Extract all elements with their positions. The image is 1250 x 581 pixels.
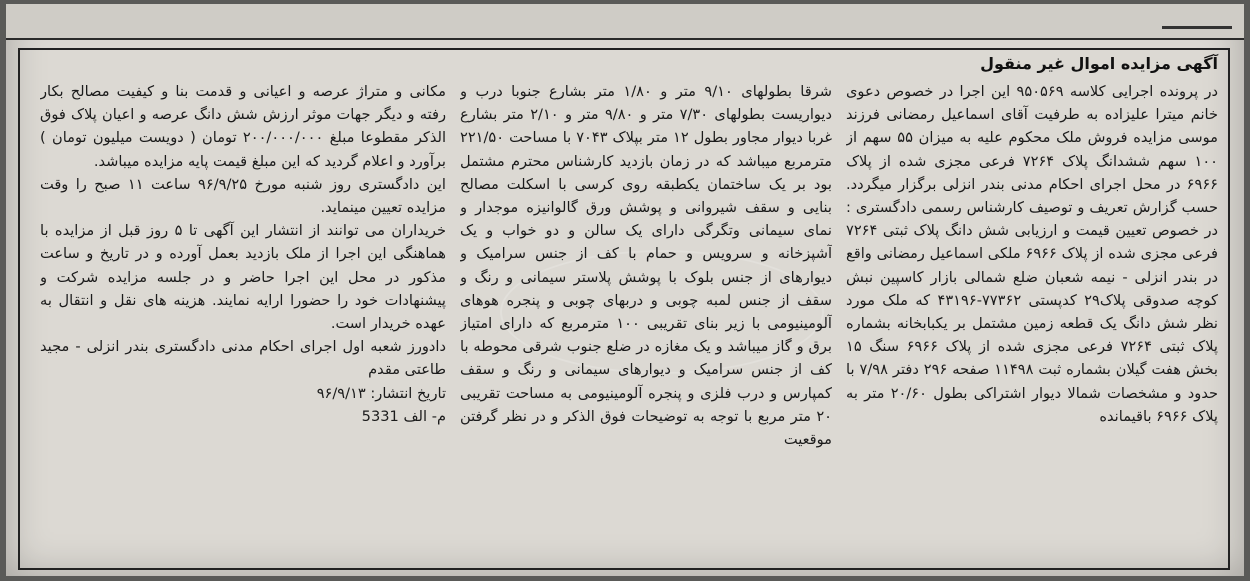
section-mark [1162,10,1232,29]
page-header-strip [6,4,1244,40]
notice-column-left [40,80,446,566]
newspaper-clipping [6,4,1244,576]
buyers-paragraph: خریداران می توانند از انتشار این آگهی تا ۵ روز قبل از مزایده با هماهنگی این اجرا از ملک بازدید بعمل آورده و در تاریخ و ساعت مذکور در محل این اجرا حاضر و در جلسه مزایده شرکت و پیشنهادات خود را حضورا ارایه نمایند. هزینه های نقل و انتقال به عهده خریدار است. [40,222,446,333]
signature-line: دادورز شعبه اول اجرای احکام مدنی دادگستری بندر انزلی - مجید طاعتی مقدم [40,338,446,379]
notice-title: آگهی مزایده اموال غیر منقول [980,54,1218,73]
reference-code: م- الف 5331 [361,407,446,425]
notice-paragraph-2: شرقا بطولهای ۹/۱۰ متر و ۱/۸۰ متر بشارع جنوبا درب و دیواریست بطولهای ۷/۳۰ متر و ۹/۸۰ متر و ۲/۱۰ متر بشارع غربا دیوار مجاور بطول ۱۲ متر بپلاک ۷۰۴۳ با مساحت ۲۲۱/۵۰ مترمربع میباشد که در زمان بازدید کارشناس محترم مشتمل بود بر یک ساختمان یکطبقه روی کرسی با اسکلت مصالح بنایی و سقف شیروانی و پوشش ورق گالوانیزه موجدار و نمای سیمانی وتگرگی دارای یک سالن و دو خواب و یک آشپزخانه و سرویس و حمام با کف از جنس سرامیک و دیوارهای از جنس بلوک با پوشش پلاستر سیمانی و رنگ و سقف از جنس لمبه چوبی و دربهای چوبی و پنجره هوهای آلومینیومی با زیر بنای تقریبی ۱۰۰ مترمربع که دارای امتیاز برق و گاز میباشد و یک مغازه در ضلع جنوب شرقی محوطه با کف از جنس سرامیک و دیوارهای سیمانی و رنگ و سقف کمپارس و درب فلزی و پنجره آلومینیومی به مساحت تقریبی ۲۰ متر مربع با توجه به توضیحات فوق الذکر و در نظر گرفتن موقعیت [460,83,832,449]
notice-column-middle [460,80,832,566]
notice-column-right [846,80,1218,566]
notice-paragraph-1: در پرونده اجرایی کلاسه ۹۵۰۵۶۹ این اجرا در خصوص دعوی خانم میترا علیزاده به طرفیت آقای اسماعیل رمضانی فرزند موسی مزایده فروش ملک محکوم علیه به میزان ۵۵ سهم از ۱۰۰ سهم ششدانگ پلاک ۷۲۶۴ فرعی مجزی شده از پلاک ۶۹۶۶ در محل اجرای احکام مدنی بندر انزلی برگزار میگردد. حسب گزارش تعریف و توصیف کارشناس رسمی دادگستری : در خصوص تعیین قیمت و ارزیابی شش دانگ پلاک ثبتی ۷۲۶۴ فرعی مجزی شده از پلاک ۶۹۶۶ ملکی اسماعیل رمضانی واقع در بندر انزلی - نیمه شعبان ضلع شمالی بازار کاسپین نبش کوچه صدوقی پلاک۲۹ کدپستی ۷۷۳۶۲-۴۳۱۹۶ که ملک مورد نظر شش دانگ یک قطعه زمین مشتمل بر یکبابخانه بشماره پلاک ثبتی ۷۲۶۴ فرعی مجزی شده از پلاک ۶۹۶۶ سنگ ۱۵ بخش هفت گیلان بشماره ثبت ۱۱۴۹۸ صفحه ۲۹۶ دفتر ۷/۹۸ با حدود و مشخصات شمالا دیوار اشتراکی بطول ۲۰/۶۰ متر به پلاک ۶۹۶۶ باقیمانده [846,83,1218,425]
publish-date: تاریخ انتشار: ۹۶/۹/۱۳ [316,384,446,402]
auction-notice-box [18,48,1230,570]
valuation-paragraph: مکانی و متراژ عرصه و اعیانی و قدمت بنا و کیفیت مصالح بکار رفته و دیگر جهات موثر ارزش شش دانگ عرصه و اعیان پلاک فوق الذکر مقطوعا مبلغ ۲۰۰/۰۰۰/۰۰۰ تومان ( دویست میلیون تومان ) برآورد و اعلام گردید که این مبلغ قیمت پایه مزایده میباشد. [40,83,446,170]
auction-date-paragraph: این دادگستری روز شنبه مورخ ۹۶/۹/۲۵ ساعت ۱۱ صبح را وقت مزایده تعیین مینماید. [40,175,446,217]
